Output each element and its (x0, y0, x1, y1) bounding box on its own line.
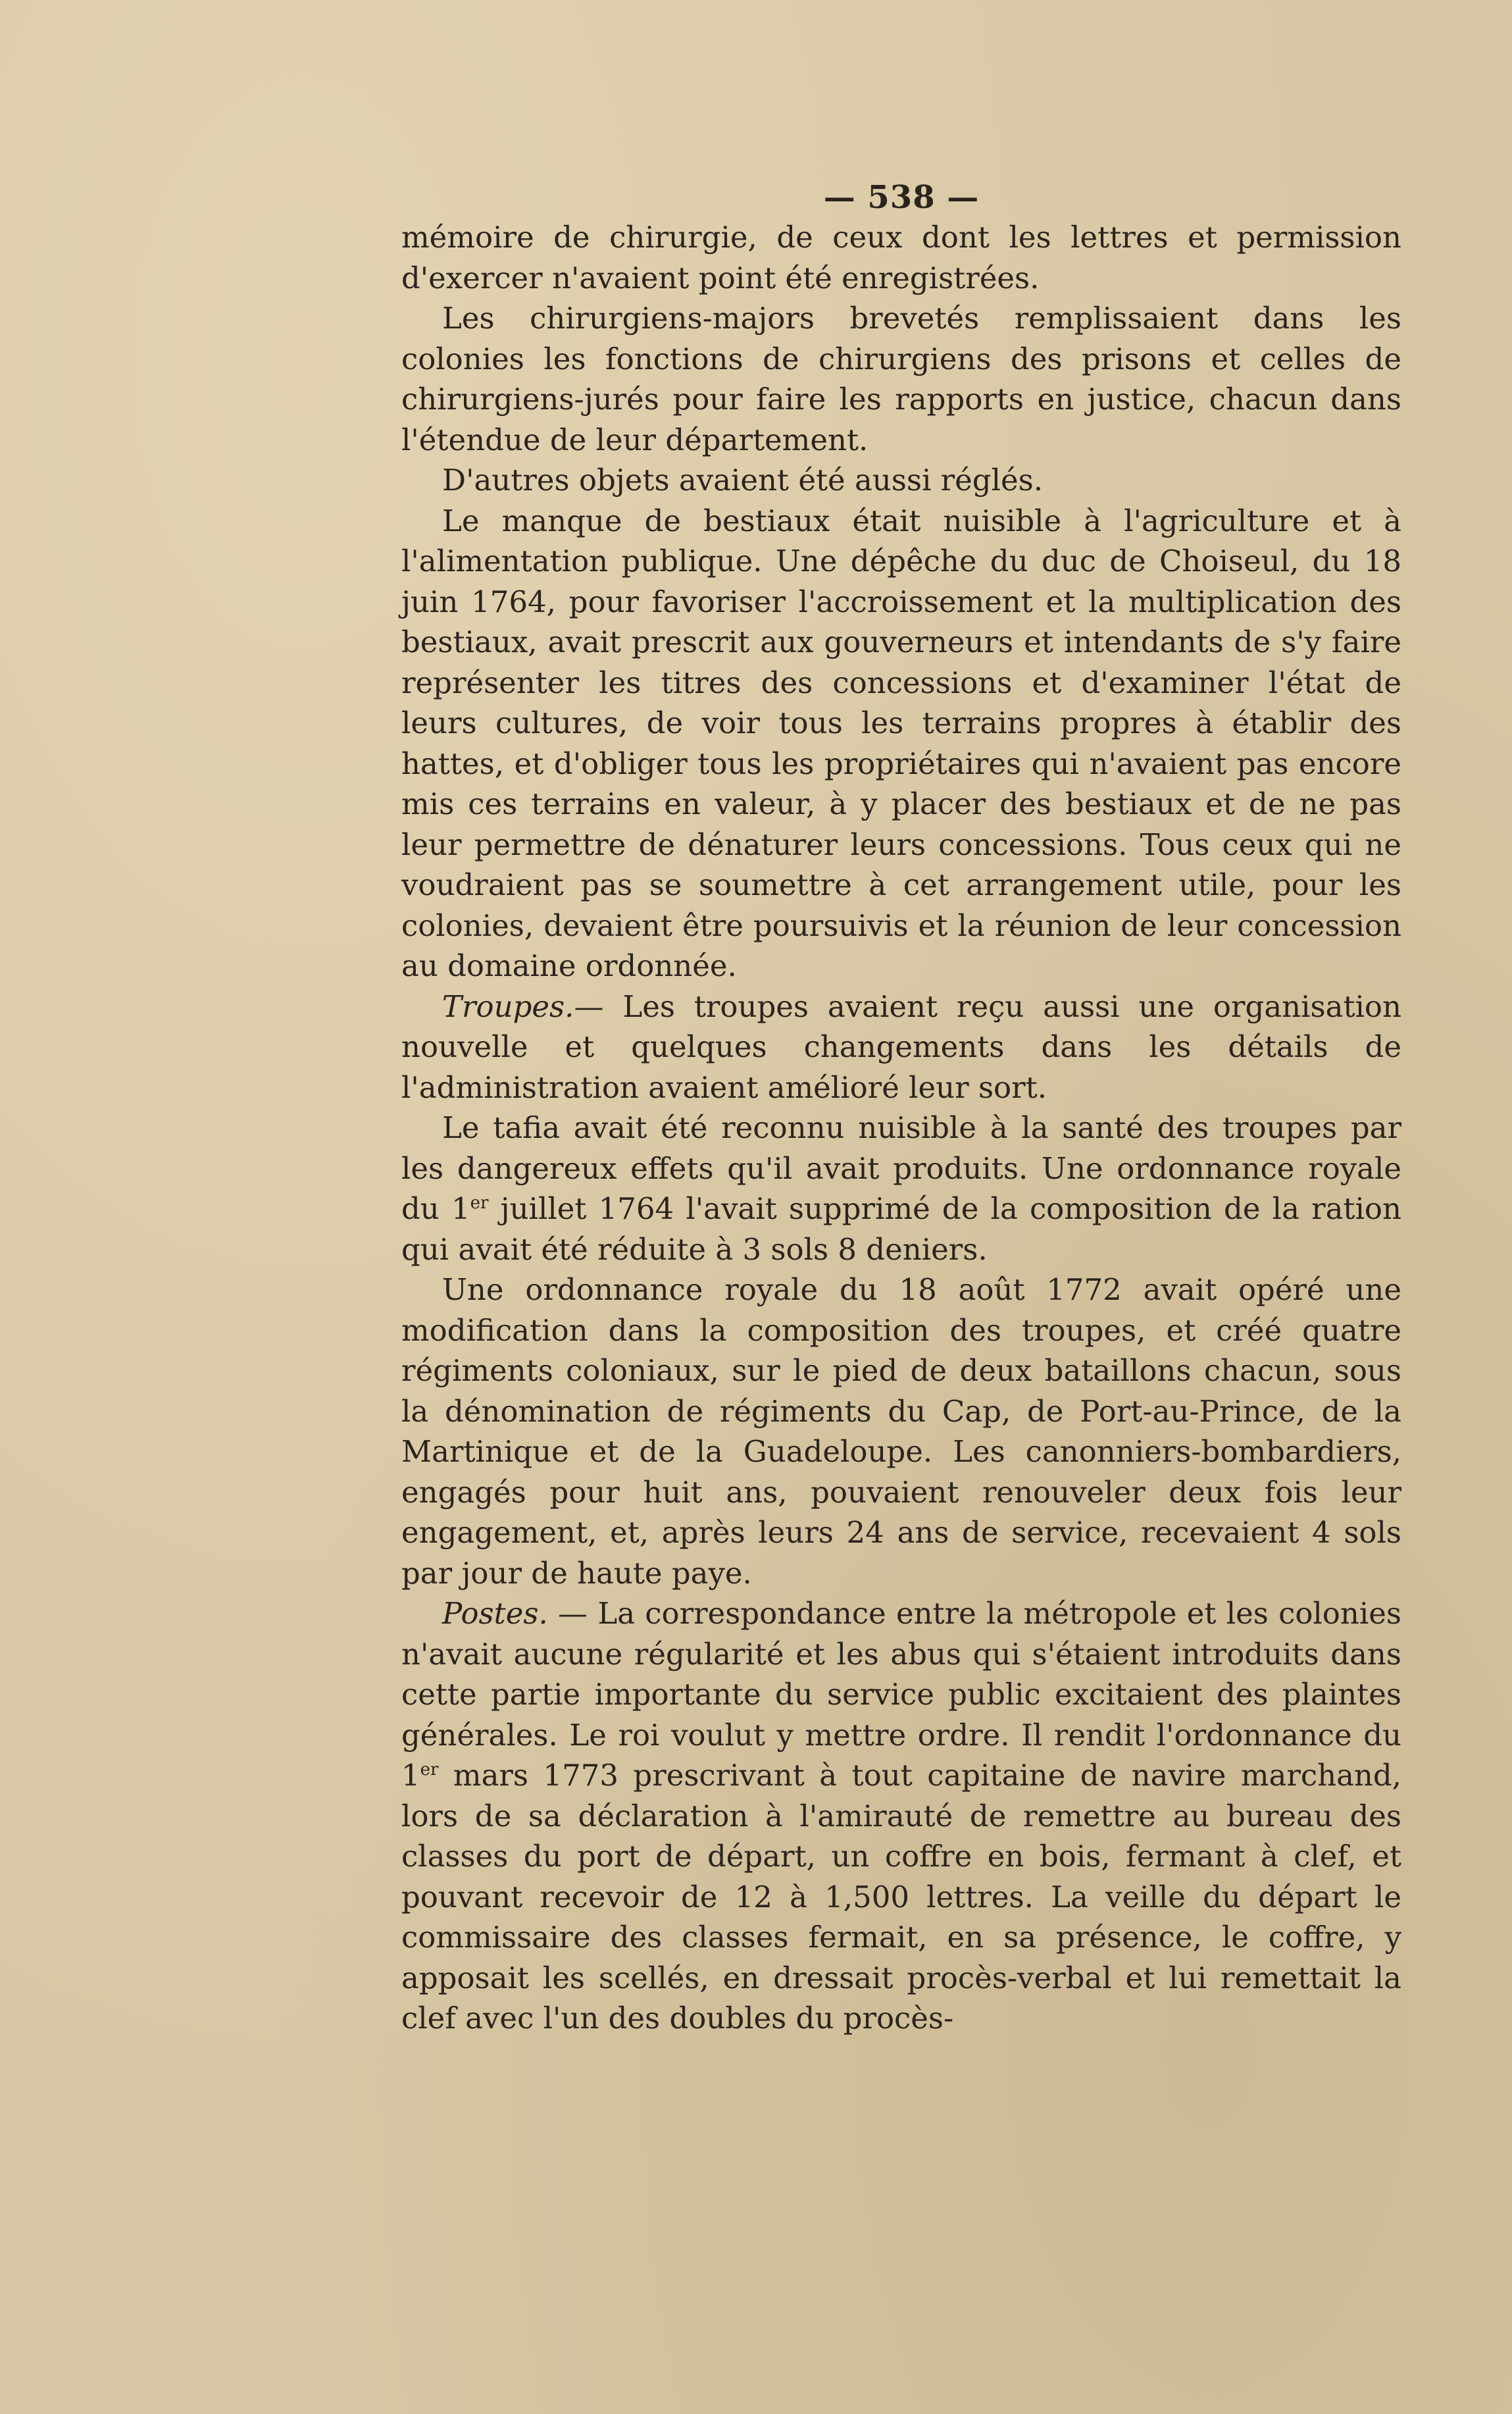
superscript-er: er (420, 1760, 439, 1780)
paragraph-ordonnance-1772: Une ordonnance royale du 18 août 1772 avait opéré une modification dans la composition des troupes, et créé quatre régiments coloniaux, sur le pied de deux bataillons chacun, sous la dénomination de régiments du Cap, de Port-au-Prince, de la Martinique et de la Guadeloupe. Les canonniers-bombardiers, engagés pour huit ans, pouvaient renouveler deux fois leur engagement, et, après leurs 24 ans de service, recevaient 4 sols par jour de haute paye. (401, 1272, 1401, 1591)
paragraph-postes-part2: mars 1773 prescrivant à tout capitaine de navire marchand, lors de sa déclaration à l'amirauté de remettre au bureau des classes du port de départ, un coffre en bois, fermant à clef, et pouvant recevoir de 12 à 1,500 lettres. La veille du départ le commissaire des classes fermait, en sa présence, le coffre, y apposait les scellés, en dressait procès-verbal et lui remettait la clef avec l'un des doubles du procès- (401, 1758, 1401, 2036)
paragraph-bestiaux: Le manque de bestiaux était nuisible à l'agriculture et à l'alimentation publique. Une dépêche du duc de Choiseul, du 18 juin 1764, pour favoriser l'accroissement et la multiplication des bestiaux, avait prescrit aux gouverneurs et intendants de s'y faire représenter les titres des concessions et d'examiner l'état de leurs cultures, de voir tous les terrains propres à établir des hattes, et d'obliger tous les propriétaires qui n'avaient pas encore mis ces terrains en valeur, à y placer des bestiaux et de ne pas leur permettre de dénaturer leurs concessions. Tous ceux qui ne voudraient pas se soumettre à cet arrangement utile, pour les colonies, devaient être poursuivis et la réunion de leur concession au domaine ordonnée. (401, 503, 1401, 983)
paragraph-tafia-part1: Le tafia avait été reconnu nuisible à la santé des troupes par les dangereux effets qu'il avait produits. Une ordonnance royale du 1 (401, 1110, 1401, 1226)
page-number: — 538 — (823, 179, 980, 216)
section-head-postes: Postes. (442, 1596, 548, 1631)
paragraph-chirurgie-end: mémoire de chirurgie, de ceux dont les lettres et permission d'exercer n'avaient point été enregistrées. (401, 220, 1401, 295)
paragraph-autres-objets: D'autres objets avaient été aussi réglés. (442, 463, 1044, 498)
paragraph-troupes-text: — Les troupes avaient reçu aussi une organisation nouvelle et quelques changements dans les détails de l'administration avaient amélioré leur sort. (401, 989, 1401, 1105)
paragraph-postes (401, 1593, 1401, 2039)
body-text (401, 217, 1401, 2039)
paragraph-postes-part1: — La correspondance entre la métropole et les colonies n'avait aucune régularité et les abus qui s'étaient introduits dans cette partie importante du service public excitaient des plaintes générales. Le roi voulut y mettre ordre. Il rendit l'ordonnance du 1 (401, 1596, 1401, 1793)
paragraph-tafia-part2: juillet 1764 l'avait supprimé de la composition de la ration qui avait été réduite à 3 sols 8 deniers. (401, 1191, 1401, 1267)
paragraph-chirurgiens-majors: Les chirurgiens-majors brevetés remplissaient dans les colonies les fonctions de chirurgiens des prisons et celles de chirurgiens-jurés pour faire les rapports en justice, chacun dans l'étendue de leur département. (401, 301, 1401, 457)
section-head-troupes: Troupes. (442, 989, 574, 1024)
paragraph-tafia (401, 1108, 1401, 1270)
book-page (401, 179, 1401, 2039)
superscript-er: er (470, 1193, 489, 1213)
paragraph-troupes (401, 987, 1401, 1108)
